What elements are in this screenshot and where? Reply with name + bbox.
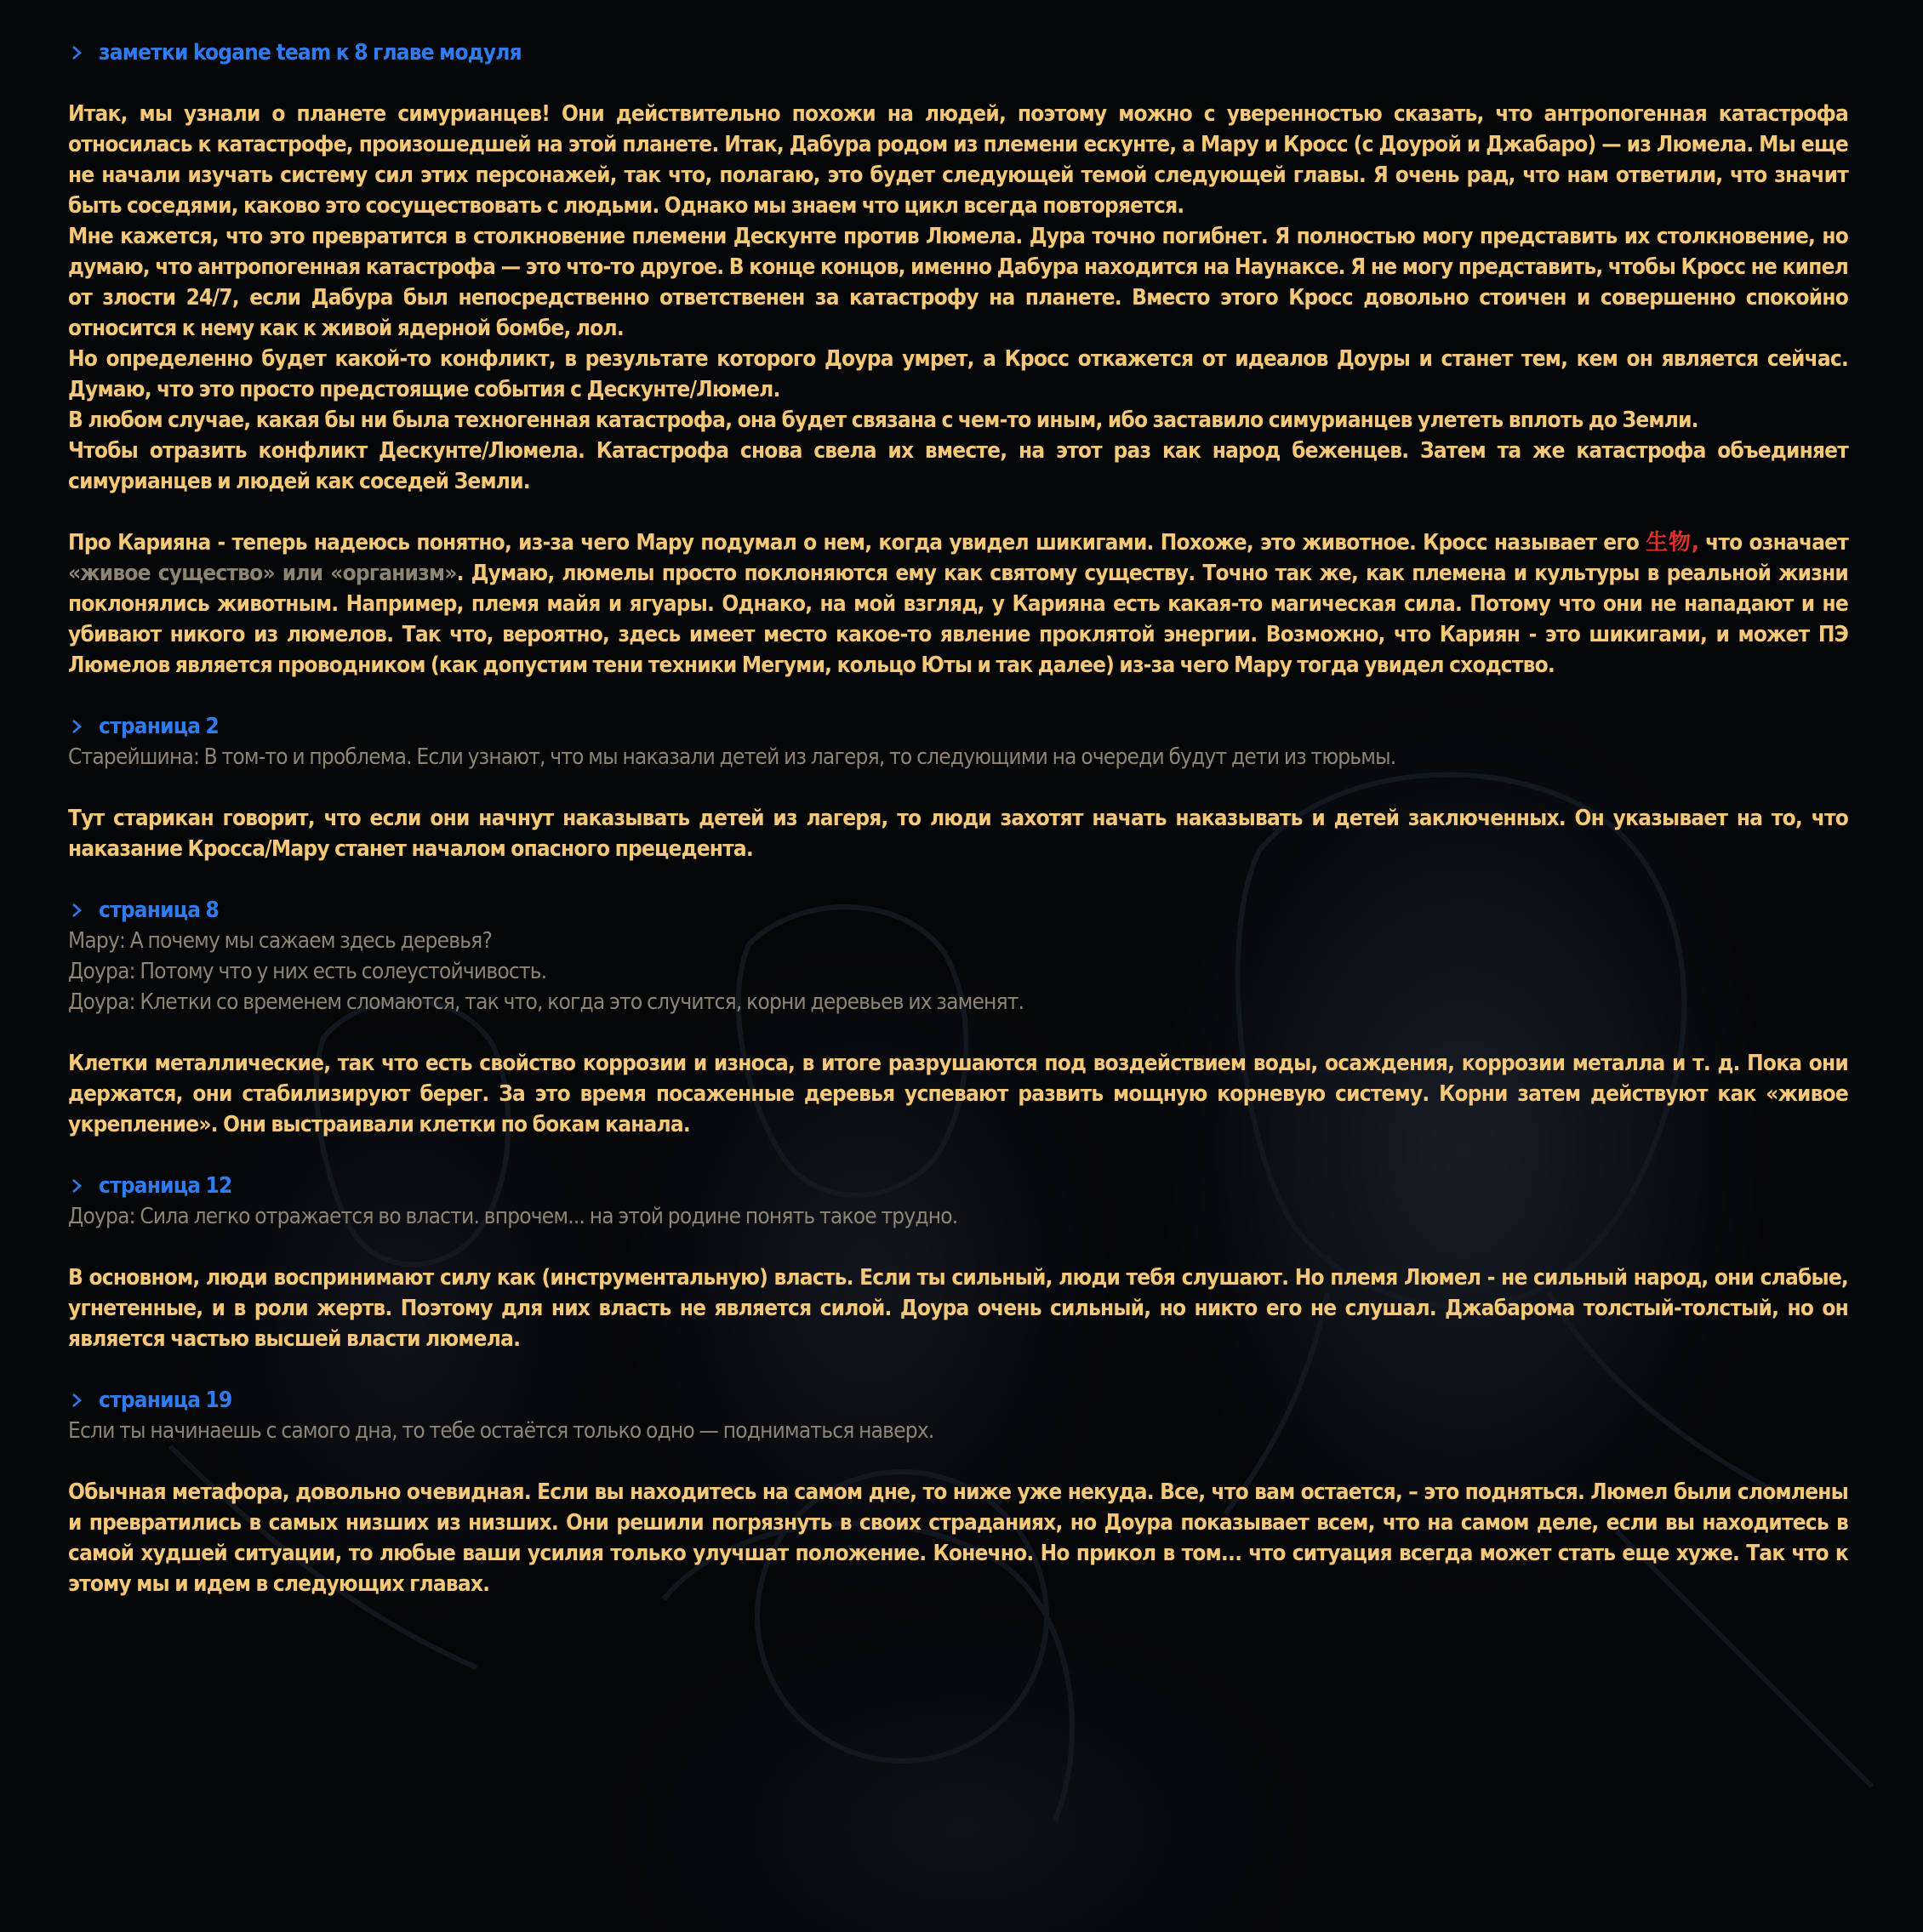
- intro-paragraph-1: Итак, мы узнали о планете симурианцев! Они действительно похожи на людей, поэтому можно с уверенностью сказать, что антропогенная катастрофа относилась к катастрофе, произошедшей на этой планете. Итак, Дабура родом из племени ескунте, а Мару и Кросс (с Доурой и Джабаро) — из Люмела. Мы еще не начали изучать систему сил этих персонажей, так что, полагаю, это будет следующей темой следующей главы. Я очень рад, что нам ответили, что значит быть соседями, каково это сосуществовать с людьми. Однако мы знаем что цикл всегда повторяется.: [68, 101, 1848, 219]
- karian-text-after: . Думаю, люмелы просто поклоняются ему как святому существу. Точно так же, как племена и культуры в реальной жизни поклонялись животным. Например, племя майя и ягуары. Однако, на мой взгляд, у Карияна есть какая-то магическая сила. Потому что они не нападают и не убивают никого из люмелов. Так что, вероятно, здесь имеет место какое-то явление проклятой энергии. Возможно, что Кариян - это шикигами, и может ПЭ Люмелов является проводником (как допустим тени техники Мегуми, кольцо Юты и так далее) из-за чего Мару тогда увидел сходство.: [68, 561, 1848, 678]
- chevron-right-icon: [70, 1393, 83, 1407]
- notes-title-text: заметки kogane team к 8 главе модуля: [99, 40, 522, 66]
- chevron-right-icon: [70, 1179, 83, 1193]
- section-comment: Обычная метафора, довольно очевидная. Если вы находитесь на самом дне, то ниже уже некуда. Все, что вам остается, – это подняться. Люмел были сломлены и превратились в самых низших из низших. Они решили погрязнуть в своих страданиях, но Доура показывает всем, что на самом деле, если вы находитесь в самой худшей ситуации, то любые ваши усилия только улучшат положение. Конечно. Но прикол в том... что ситуация всегда может стать еще хуже. Так что к этому мы и идем в следующих главах.: [68, 1479, 1848, 1597]
- karian-text-before: Про Карияна - теперь надеюсь понятно, из-за чего Мару подумал о нем, когда увидел шикигами. Похоже, это животное. Кросс называет его: [68, 530, 1646, 556]
- intro-paragraph-3: Но определенно будет какой-то конфликт, в результате которого Доура умрет, а Кросс откажется от идеалов Доуры и станет тем, кем он является сейчас. Думаю, что это просто предстоящие события с Дескунте/Люмел.: [68, 346, 1848, 402]
- intro-paragraph-2: Мне кажется, что это превратится в столкновение племени Дескунте против Люмела. Дура точно погибнет. Я полностью могу представить их столкновение, но думаю, что антропогенная катастрофа — это что-то другое. В конце концов, именно Дабура находится на Наунаксе. Я не могу представить, чтобы Кросс не кипел от злости 24/7, если Дабура был непосредственно ответственен за катастрофу на планете. Вместо этого Кросс довольно стоичен и совершенно спокойно относится к нему как к живой ядерной бомбе, лол.: [68, 224, 1848, 341]
- section-heading-page-12: [68, 1171, 1848, 1201]
- chevron-right-icon: [70, 903, 83, 917]
- quote-line: Старейшина: В том-то и проблема. Если узнают, что мы наказали детей из лагеря, то следующими на очереди будут дети из тюрьмы.: [68, 744, 1396, 770]
- section-heading-page-2: [68, 711, 1848, 742]
- chevron-right-icon: [70, 720, 83, 733]
- notes-title: [68, 37, 1848, 68]
- section-heading-text: страница 8: [99, 898, 220, 923]
- section-comment: Тут старикан говорит, что если они начнут наказывать детей из лагеря, то люди захотят начать наказывать и детей заключенных. Он указывает на то, что наказание Кросса/Мару станет началом опасного прецедента.: [68, 806, 1848, 862]
- quote-line: Доура: Потому что у них есть солеустойчивость.: [68, 959, 547, 984]
- section-heading-page-8: [68, 895, 1848, 926]
- section-heading-text: страница 12: [99, 1173, 232, 1199]
- chevron-right-icon: [70, 46, 83, 60]
- karian-paragraph: [68, 527, 1848, 681]
- quote-line: Доура: Клетки со временем сломаются, так что, когда это случится, корни деревьев их заменят.: [68, 989, 1024, 1015]
- section-comment: Клетки металлические, так что есть свойство коррозии и износа, в итоге разрушаются под воздействием воды, осаждения, коррозии металла и т. д. Пока они держатся, они стабилизируют берег. За это время посаженные деревья успевают развить мощную корневую систему. Корни затем действуют как «живое укрепление». Они выстраивали клетки по бокам канала.: [68, 1051, 1848, 1137]
- section-heading-page-19: [68, 1385, 1848, 1416]
- intro-paragraph-5: Чтобы отразить конфликт Дескунте/Люмела. Катастрофа снова свела их вместе, на этот раз как народ беженцев. Затем та же катастрофа объединяет симурианцев и людей как соседей Земли.: [68, 438, 1848, 494]
- section-heading-text: страница 2: [99, 714, 220, 739]
- quote-line: Мару: А почему мы сажаем здесь деревья?: [68, 928, 493, 954]
- section-heading-text: страница 19: [99, 1388, 232, 1413]
- kanji-term: 生物,: [1646, 530, 1699, 556]
- notes-document: [68, 37, 1848, 1599]
- quote-line: Доура: Сила легко отражается во власти. впрочем... на этой родине понять такое трудно.: [68, 1204, 958, 1229]
- translation-term: «живое существо» или «организм»: [68, 561, 457, 586]
- section-comment: В основном, люди воспринимают силу как (инструментальную) власть. Если ты сильный, люди тебя слушают. Но племя Люмел - не сильный народ, они слабые, угнетенные, и в роли жертв. Поэтому для них власть не является силой. Доура очень сильный, но никто его не слушал. Джабарома толстый-толстый, но он является частью высшей власти люмела.: [68, 1265, 1848, 1352]
- quote-line: Если ты начинаешь с самого дна, то тебе остаётся только одно — подниматься наверх.: [68, 1418, 934, 1444]
- intro-paragraph-4: В любом случае, какая бы ни была техногенная катастрофа, она будет связана с чем-то иным, ибо заставило симурианцев улететь вплоть до Земли.: [68, 407, 1698, 433]
- karian-text-middle: что означает: [1698, 530, 1849, 556]
